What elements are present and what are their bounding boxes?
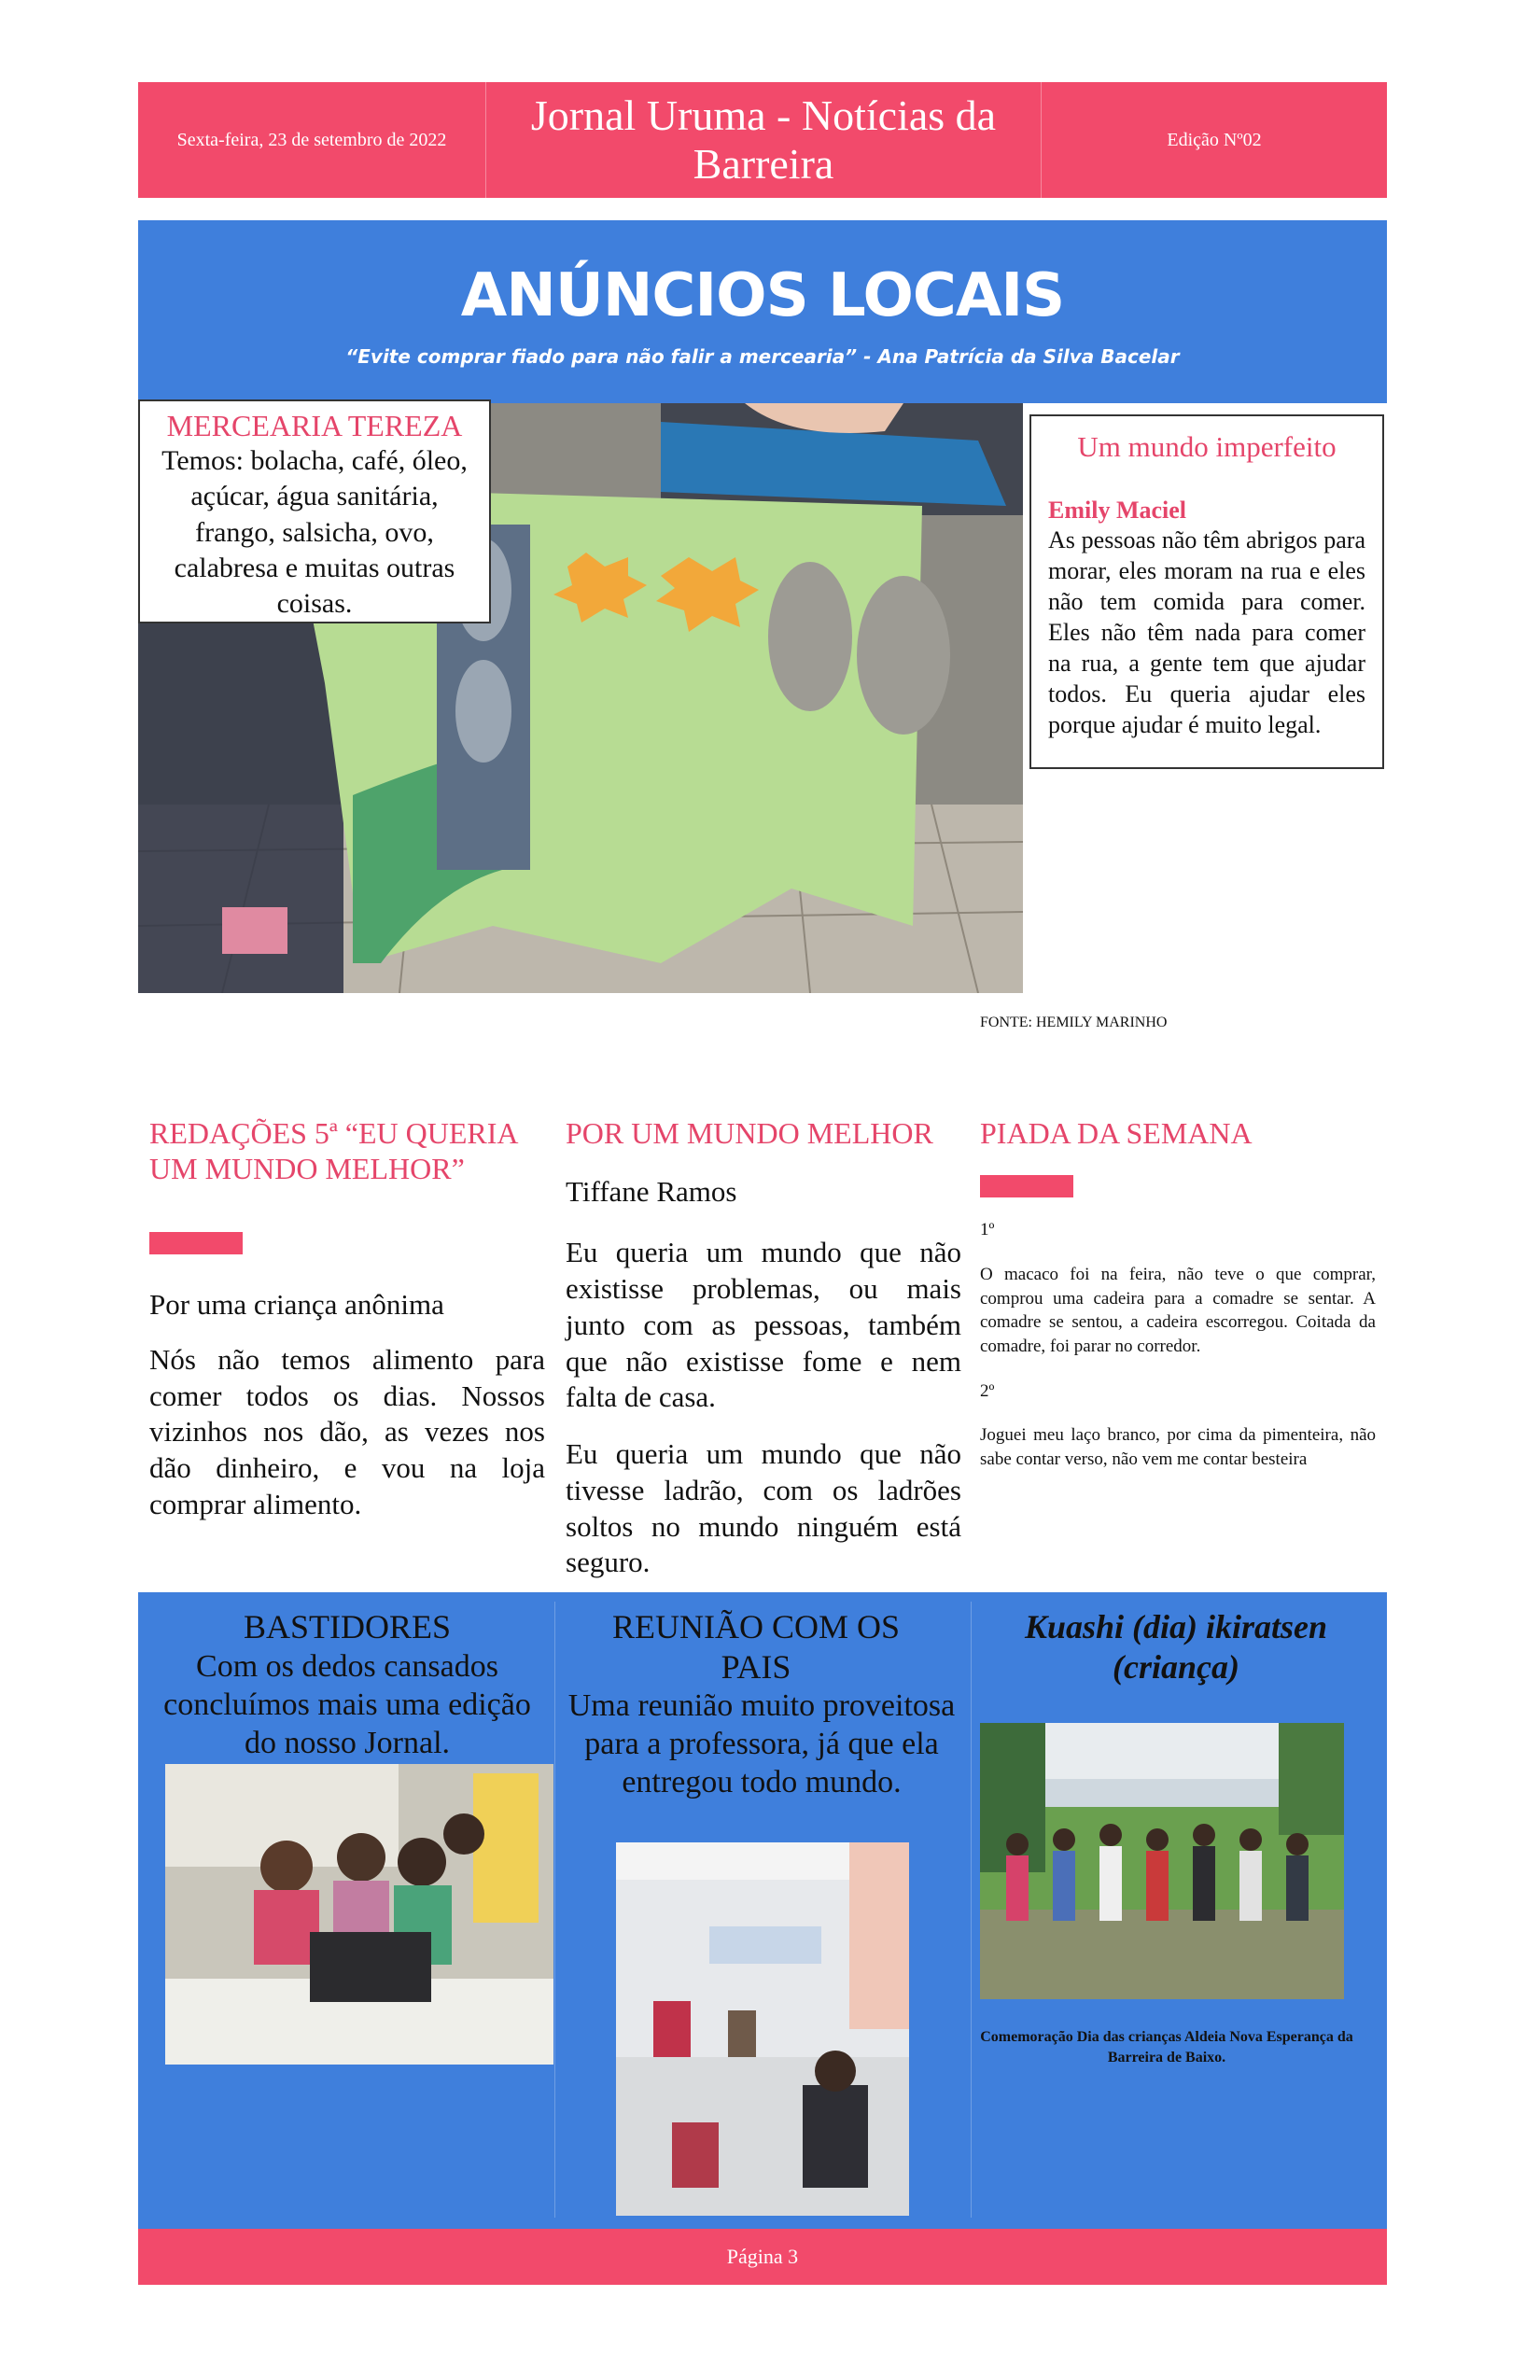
parents-meeting-photo (616, 1842, 909, 2216)
heading-accent-bar (149, 1232, 243, 1254)
joke-1-text: O macaco foi na feira, não teve o que comprar, comprou uma cadeira para a comadre se sentar. A comadre se sentou, a cadeira escorregou. Coitada da comadre, foi parar no corredor. (980, 1265, 1376, 1356)
backstage-title: BASTIDORES (243, 1608, 452, 1645)
backstage-photo (165, 1764, 553, 2065)
parents-meeting-text: Uma reunião muito proveitosa para a professora, já que ela entregou todo mundo. (567, 1688, 956, 1799)
parents-meeting-title: REUNIÃO COM OS PAIS (611, 1608, 901, 1687)
sidebar-article-box (1029, 414, 1384, 769)
section-quote: “Evite comprar fiado para não falir a mercearia” - Ana Patrícia da Silva Bacelar (345, 345, 1180, 368)
column-better-world-p2: Eu queria um mundo que não tivesse ladrão, com os ladrões soltos no mundo ninguém está seguro. (566, 1437, 961, 1579)
issue-date: Sexta-feira, 23 de setembro de 2022 (176, 129, 447, 150)
joke-number-2: 2º (980, 1380, 995, 1401)
childrens-day-title: Kuashi (dia) ikiratsen (criança) (1024, 1608, 1328, 1687)
column-better-world-byline: Tiffane Ramos (566, 1175, 737, 1209)
newspaper-title: Jornal Uruma - Notícias da Barreira (485, 82, 1042, 198)
column-essays (149, 1115, 545, 1523)
sidebar-title: Um mundo imperfeito (1077, 430, 1337, 463)
column-better-world-heading: POR UM MUNDO MELHOR (566, 1116, 933, 1150)
column-joke (980, 1115, 1376, 1472)
joke-number-1: 1º (980, 1220, 995, 1240)
footer-divider (971, 1602, 972, 2218)
backstage-photo-illustration (165, 1764, 553, 2065)
photo-credit: FONTE: HEMILY MARINHO (980, 1015, 1168, 1030)
column-essays-text: Nós não temos alimento para comer todos os dias. Nossos vizinhos nos dão, as vezes nos dão dinheiro, e vou na loja comprar alimento. (149, 1342, 545, 1520)
grocery-ad-text: Temos: bolacha, café, óleo, açúcar, água sanitária, frango, salsicha, ovo, calabresa e muitas outras coisas. (161, 444, 468, 620)
column-better-world (566, 1115, 961, 1581)
column-essays-byline: Por uma criança anônima (149, 1287, 444, 1321)
grocery-ad-title: MERCEARIA TEREZA (166, 409, 463, 442)
sidebar-author: Emily Maciel (1048, 497, 1187, 525)
heading-accent-bar (980, 1175, 1073, 1197)
page-number: Página 3 (138, 2229, 1387, 2285)
grocery-ad-box (138, 399, 491, 623)
footer-divider (554, 1602, 555, 2218)
childrens-day-photo (980, 1723, 1344, 1999)
childrens-day-caption: Comemoração Dia das crianças Aldeia Nova Esperança da Barreira de Baixo. (980, 2029, 1353, 2065)
parents-meeting-photo-illustration (616, 1842, 909, 2216)
backstage-text: Com os dedos cansados concluímos mais uma edição do nosso Jornal. (163, 1649, 531, 1760)
edition-number: Edição Nº02 (1167, 129, 1262, 150)
section-title: ANÚNCIOS LOCAIS (460, 261, 1065, 330)
column-essays-heading: REDAÇÕES 5ª “EU QUERIA UM MUNDO MELHOR” (149, 1116, 517, 1186)
joke-2-text: Joguei meu laço branco, por cima da pimenteira, não sabe contar verso, não vem me contar besteira (980, 1425, 1376, 1469)
childrens-day-photo-illustration (980, 1723, 1344, 1999)
column-better-world-p1: Eu queria um mundo que não existisse problemas, ou mais junto com as pessoas, também que não existisse fome e nem falta de casa. (566, 1236, 961, 1414)
sidebar-text: As pessoas não têm abrigos para morar, eles moram na rua e eles não tem comida para comer. Eles não têm nada para comer na rua, a gente tem que ajudar todos. Eu queria ajudar eles porque ajudar é muito legal. (1048, 526, 1365, 739)
column-joke-heading: PIADA DA SEMANA (980, 1116, 1253, 1150)
